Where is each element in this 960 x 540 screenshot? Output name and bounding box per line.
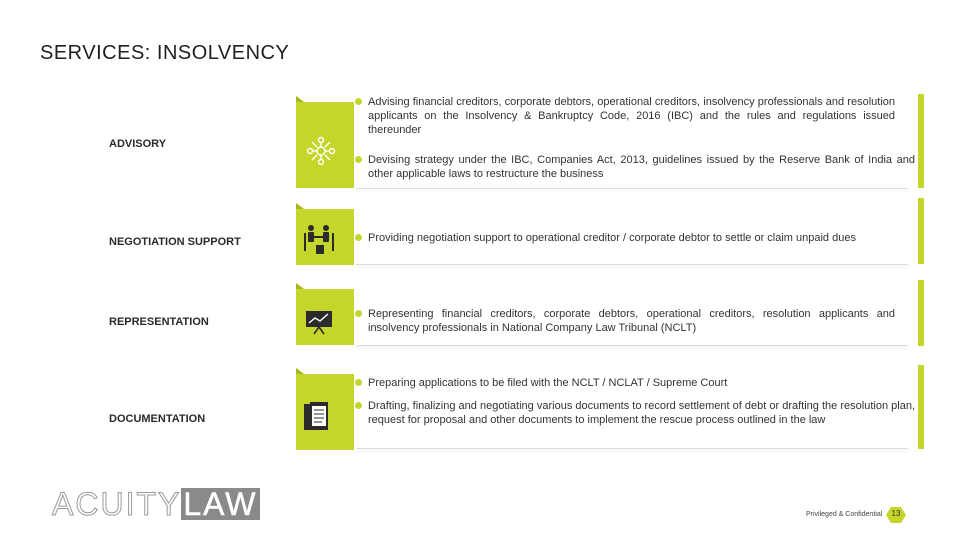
- bullet-dot: [355, 310, 362, 317]
- documents-icon: [304, 402, 328, 430]
- bullet-representation-1: Representing financial creditors, corporate debtors, operational creditors, resolution applicants and insolvency professionals in National Company Law Tribunal (NCLT): [355, 307, 895, 335]
- bullet-advisory-2: Devising strategy under the IBC, Companies Act, 2013, guidelines issued by the Reserve Bank of India and other applicable laws to restructure the business: [355, 153, 915, 181]
- bullet-dot: [355, 402, 362, 409]
- representation-tab: [296, 283, 354, 345]
- bullet-documentation-1: Preparing applications to be filed with the NCLT / NCLAT / Supreme Court: [355, 376, 915, 390]
- logo-acuity-text: ACUITY: [52, 485, 182, 522]
- documentation-tab: [296, 368, 354, 450]
- page-title: SERVICES: INSOLVENCY: [40, 42, 290, 64]
- page-number: 13: [891, 509, 901, 518]
- advisory-tab: [296, 96, 354, 188]
- section-label-negotiation-support: NEGOTIATION SUPPORT: [109, 236, 241, 248]
- section-divider: [356, 264, 908, 265]
- acuity-law-logo: [52, 485, 260, 522]
- page-number-badge: [886, 507, 906, 523]
- section-label-advisory: ADVISORY: [109, 138, 167, 150]
- accent-bar: [918, 365, 924, 449]
- bullet-negotiation-1: Providing negotiation support to operational creditor / corporate debtor to settle or claim unpaid dues: [355, 231, 915, 245]
- bullet-dot: [355, 156, 362, 163]
- accent-bar: [918, 198, 924, 264]
- bullet-dot: [355, 234, 362, 241]
- logo-law-text: LAW: [183, 486, 258, 522]
- accent-bar: [918, 280, 924, 346]
- confidential-note: Privileged & Confidential: [806, 511, 883, 518]
- negotiation-tab: [296, 203, 354, 265]
- section-divider: [356, 448, 908, 449]
- accent-bar: [918, 94, 924, 188]
- bullet-documentation-2: Drafting, finalizing and negotiating various documents to record settlement of debt or drafting the resolution plan, request for proposal and other documents to implement the rescue process outlined in the law: [355, 399, 915, 427]
- section-label-representation: REPRESENTATION: [109, 316, 209, 328]
- section-label-documentation: DOCUMENTATION: [109, 413, 206, 425]
- bullet-advisory-1: Advising financial creditors, corporate debtors, operational creditors, insolvency professionals and resolution applicants on the Insolvency & Bankruptcy Code, 2016 (IBC) and the rules and regulations issued thereunder: [355, 95, 895, 137]
- section-divider: [356, 345, 908, 346]
- bullet-dot: [355, 379, 362, 386]
- bullet-dot: [355, 98, 362, 105]
- section-divider: [356, 188, 908, 189]
